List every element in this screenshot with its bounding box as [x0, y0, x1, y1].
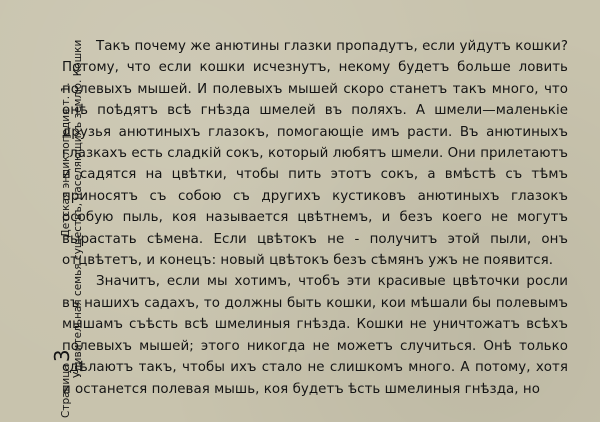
paragraph-1: Такъ почему же анютины глазки пропадутъ, если уйдутъ кошки? Потому, что если кошки исчезнутъ, некому будетъ больше ловить полевыхъ мышей. И полевыхъ мышей скоро станетъ такъ много, что онѣ поѣдятъ всѣ гнѣзда шмелей въ поляхъ. А шмели—маленькіе друзья анютиныхъ глазокъ, помогающіе имъ расти. Въ анютиныхъ глазкахъ есть сладкій сокъ, который любятъ шмели. Они прилетаютъ и садятся на цвѣтки, чтобы пить этотъ сокъ, а вмѣстѣ съ тѣмъ приносятъ съ собою съ другихъ кустиковъ анютиныхъ глазокъ особую пыль, коя называется цвѣтнемъ, и безъ коего не могутъ вырастать сѣмена. Если цвѣтокъ не - получитъ этой пыли, онъ отцвѣтетъ, и конецъ: новый цвѣтокъ безъ сѣмянъ ужъ не появится.: [62, 39, 568, 269]
side-margin: [0, 0, 84, 422]
page-label: Страница: [60, 364, 72, 418]
body-text: [62, 36, 568, 416]
encyclopedia-title: Детская энциклопедия т. 1.: [60, 82, 72, 238]
paragraph-2: Значитъ, если мы хотимъ, чтобъ эти красивые цвѣточки росли въ нашихъ садахъ, то должны быть кошки, кои мѣшали бы полевымъ мышамъ съѣсть всѣ шмелиныя гнѣзда. Кошки не уничтожатъ всѣхъ полевыхъ мышей; этого никогда не можетъ случиться. Онѣ только сдѣлаютъ такъ, чтобы ихъ стало не слишкомъ много. А потому, хотя и останется полевая мышь, коя будетъ ѣсть шмелиныя гнѣзда, но: [62, 274, 568, 397]
page-number: 3: [50, 349, 74, 363]
chapter-subtitle: Удивительная семья существъ, населяющихъ землю. Кошки: [72, 39, 84, 378]
